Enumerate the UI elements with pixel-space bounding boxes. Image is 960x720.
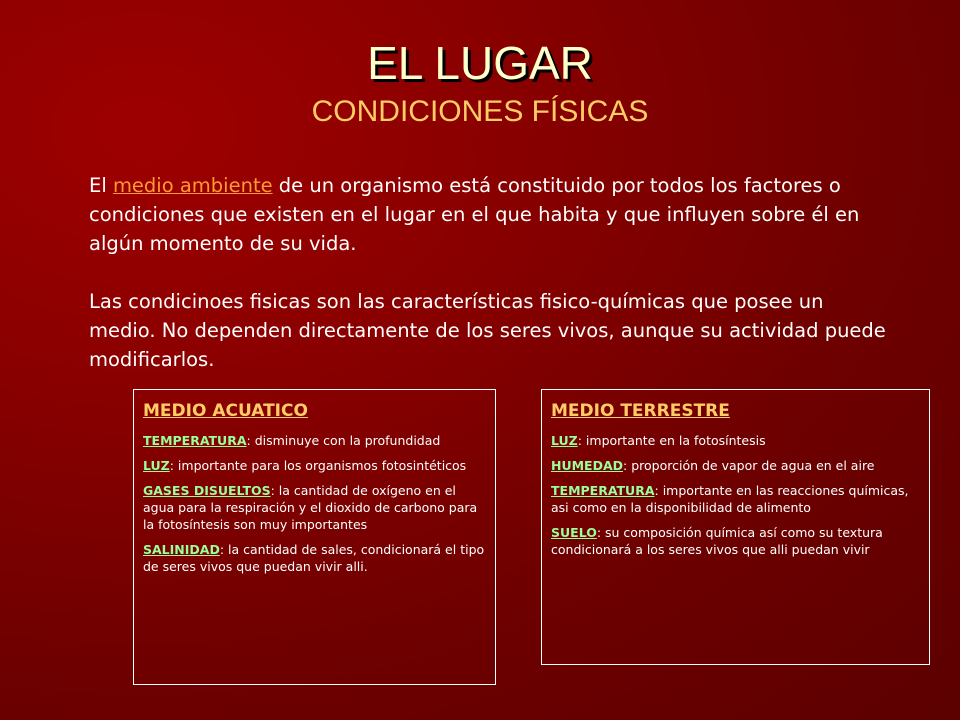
item-term: TEMPERATURA bbox=[143, 433, 247, 448]
item-text: : importante en las reacciones químicas, asi como en la disponibilidad de alimento bbox=[551, 483, 909, 515]
intro-paragraph-2: Las condicinoes fisicas son las características fisico-químicas que posee un medio. No dependen directamente de los seres vivos, aunque su actividad puede modificarlos. bbox=[89, 290, 886, 371]
item-text: : la cantidad de sales, condicionará el tipo de seres vivos que puedan vivir alli. bbox=[143, 542, 485, 574]
item-term: SALINIDAD bbox=[143, 542, 220, 557]
list-item bbox=[551, 524, 920, 558]
intro-paragraph-1 bbox=[89, 171, 889, 258]
list-item bbox=[551, 432, 920, 449]
paragraph-gap bbox=[89, 258, 889, 287]
list-item bbox=[143, 457, 486, 474]
item-text: : su composición química así como su textura condicionará a los seres vivos que alli puedan vivir bbox=[551, 525, 883, 557]
item-text: : la cantidad de oxígeno en el agua para la respiración y el dioxido de carbono para la fotosíntesis son muy importantes bbox=[143, 483, 478, 532]
list-item bbox=[143, 432, 486, 449]
item-text: : proporción de vapor de agua en el aire bbox=[623, 458, 875, 473]
medio-terrestre-heading: MEDIO TERRESTRE bbox=[551, 401, 730, 421]
slide-title: EL LUGAR bbox=[367, 37, 593, 89]
item-text: : importante en la fotosíntesis bbox=[577, 433, 766, 448]
item-text: : importante para los organismos fotosintéticos bbox=[169, 458, 467, 473]
list-item bbox=[143, 482, 486, 533]
slide-subtitle: CONDICIONES FÍSICAS bbox=[311, 95, 649, 128]
list-item bbox=[551, 457, 920, 474]
item-term: SUELO bbox=[551, 525, 597, 540]
item-text: : disminuye con la profundidad bbox=[246, 433, 441, 448]
item-term: TEMPERATURA bbox=[551, 483, 655, 498]
medio-terrestre-box bbox=[541, 389, 930, 665]
list-item bbox=[551, 482, 920, 516]
medio-acuatico-box bbox=[133, 389, 496, 685]
medio-acuatico-heading: MEDIO ACUATICO bbox=[143, 401, 308, 421]
item-term: HUMEDAD bbox=[551, 458, 624, 473]
intro-p1-after: de un organismo está constituido por todos los factores o condiciones que existen en el lugar en el que habita y que influyen sobre él en algún momento de su vida. bbox=[89, 174, 860, 255]
item-term: LUZ bbox=[551, 433, 578, 448]
intro-text bbox=[89, 171, 889, 374]
item-term: GASES DISUELTOS bbox=[143, 483, 271, 498]
medio-ambiente-link[interactable]: medio ambiente bbox=[112, 174, 273, 197]
intro-p1-before: El bbox=[89, 174, 113, 197]
list-item bbox=[143, 541, 486, 575]
item-term: LUZ bbox=[143, 458, 170, 473]
